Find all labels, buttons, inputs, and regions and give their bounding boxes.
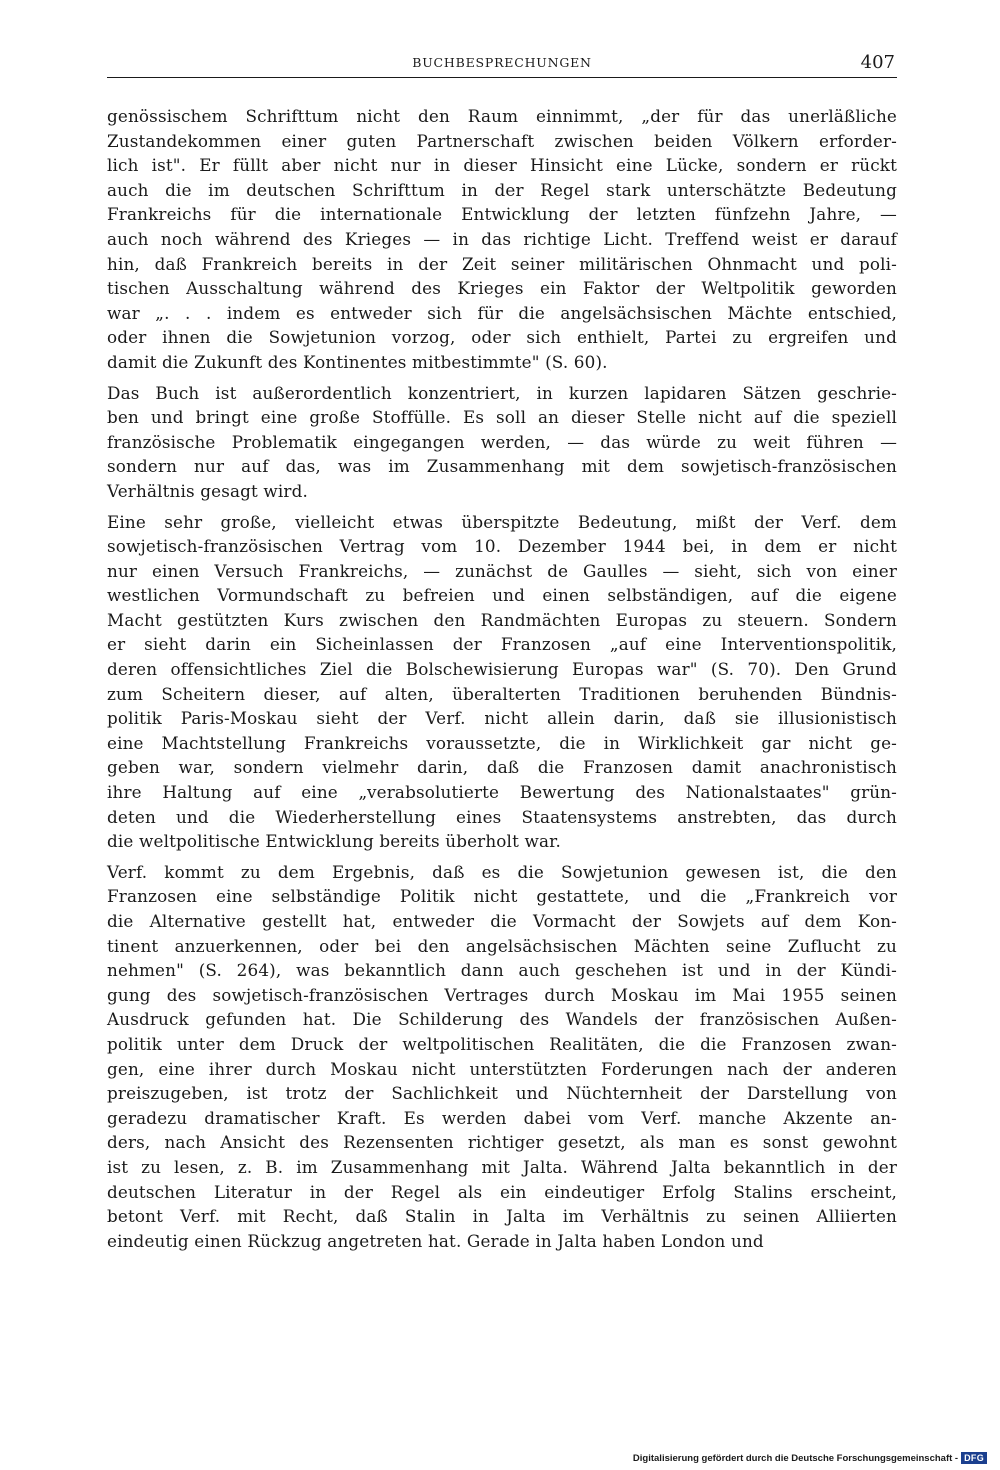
page-header (107, 52, 897, 78)
page-number: 407 (860, 52, 895, 73)
dfg-logo: DFG (961, 1452, 987, 1464)
text-line: betont Verf. mit Recht, daß Stalin in Jalta im Verhältnis zu seinen Alliierten (107, 1206, 897, 1227)
paragraph-2 (107, 381, 897, 504)
text-line: die Alternative gestellt hat, entweder die Vormacht der Sowjets auf dem Kon- (107, 911, 897, 931)
text-line: geradezu dramatischer Kraft. Es werden dabei vom Verf. manche Akzente an- (107, 1107, 897, 1128)
text-line: Zustandekommen einer guten Partnerschaft zwischen beiden Völkern erforder- (107, 130, 897, 151)
text-line: oder ihnen die Sowjetunion vorzog, oder sich enthielt, Partei zu ergreifen und (107, 327, 897, 348)
text-line: politik unter dem Druck der weltpolitischen Realitäten, die die Franzosen zwan- (107, 1033, 897, 1054)
text-line: gung des sowjetisch-französischen Vertrages durch Moskau im Mai 1955 seinen (107, 984, 897, 1005)
text-line: französische Problematik eingegangen werden, — das würde zu weit führen — (107, 431, 897, 452)
text-line: Verhältnis gesagt wird. (107, 480, 308, 501)
text-line: gen, eine ihrer durch Moskau nicht unterstützten Forderungen nach der anderen (107, 1058, 897, 1079)
text-line: Eine sehr große, vielleicht etwas überspitzte Bedeutung, mißt der Verf. dem (107, 511, 897, 532)
text-line: eindeutig einen Rückzug angetreten hat. Gerade in Jalta haben London und (107, 1230, 764, 1251)
running-title: BUCHBESPRECHUNGEN (412, 55, 592, 70)
text-line: preiszugeben, ist trotz der Sachlichkeit und Nüchternheit der Darstellung von (107, 1083, 897, 1104)
text-line: deutschen Literatur in der Regel als ein eindeutiger Erfolg Stalins erscheint, (107, 1181, 897, 1202)
text-line: damit die Zukunft des Kontinentes mitbestimmte" (S. 60). (107, 351, 608, 372)
text-line: hin, daß Frankreich bereits in der Zeit seiner militärischen Ohnmacht und poli- (107, 253, 897, 274)
text-line: genössischem Schrifttum nicht den Raum einnimmt, „der für das unerläßliche (107, 106, 897, 126)
text-line: ist zu lesen, z. B. im Zusammenhang mit Jalta. Während Jalta bekanntlich in der (107, 1156, 897, 1177)
text-line: ders, nach Ansicht des Rezensenten richtiger gesetzt, als man es sonst gewohnt (107, 1132, 897, 1153)
text-line: sowjetisch-französischen Vertrag vom 10. Dezember 1944 bei, in dem er nicht (107, 536, 897, 557)
text-line: deren offensichtliches Ziel die Bolschewisierung Europas war" (S. 70). Den Grund (107, 659, 897, 680)
text-line: nur einen Versuch Frankreichs, — zunächst de Gaulles — sieht, sich von einer (107, 560, 897, 581)
text-line: tischen Ausschaltung während des Krieges ein Faktor der Weltpolitik geworden (107, 278, 897, 299)
text-line: ben und bringt eine große Stoffülle. Es soll an dieser Stelle nicht auf die speziell (107, 407, 897, 428)
digitization-credit (633, 1452, 987, 1464)
text-line: geben war, sondern vielmehr darin, daß die Franzosen damit anachronistisch (107, 757, 897, 778)
text-line: er sieht darin ein Sicheinlassen der Franzosen „auf eine Interventionspolitik, (107, 634, 897, 655)
text-line: auch die im deutschen Schrifttum in der Regel stark unterschätzte Bedeutung (107, 179, 897, 200)
credit-text: Digitalisierung gefördert durch die Deutsche Forschungsgemeinschaft - (632, 1452, 959, 1464)
text-line: politik Paris-Moskau sieht der Verf. nicht allein darin, daß sie illusionistisch (107, 708, 897, 729)
text-line: lich ist". Er füllt aber nicht nur in dieser Hinsicht eine Lücke, sondern er rückt (107, 155, 897, 176)
text-line: nehmen" (S. 264), was bekanntlich dann auch geschehen ist und in der Kündi- (107, 960, 897, 981)
text-line: deten und die Wiederherstellung eines Staatensystems anstrebten, das durch (107, 806, 897, 827)
text-line: tinent anzuerkennen, oder bei den angelsächsischen Mächten seine Zuflucht zu (107, 935, 897, 956)
text-line: Ausdruck gefunden hat. Die Schilderung des Wandels der französischen Außen- (107, 1009, 897, 1030)
text-line: Das Buch ist außerordentlich konzentriert, in kurzen lapidaren Sätzen geschrie- (107, 382, 897, 403)
text-line: ihre Haltung auf eine „verabsolutierte Bewertung des Nationalstaates" grün- (107, 782, 897, 803)
text-line: auch noch während des Krieges — in das richtige Licht. Treffend weist er darauf (107, 228, 897, 249)
text-line: die weltpolitische Entwicklung bereits überholt war. (107, 831, 561, 852)
text-line: westlichen Vormundschaft zu befreien und einen selbständigen, auf die eigene (107, 585, 897, 606)
text-line: Macht gestützten Kurs zwischen den Randmächten Europas zu steuern. Sondern (107, 609, 897, 630)
paragraph-1 (107, 104, 897, 375)
body-text (107, 104, 897, 1259)
text-line: sondern nur auf das, was im Zusammenhang mit dem sowjetisch-französischen (107, 456, 897, 477)
text-line: Verf. kommt zu dem Ergebnis, daß es die Sowjetunion gewesen ist, die den (107, 861, 897, 882)
text-line: Franzosen eine selbständige Politik nicht gestattete, und die „Frankreich vor (107, 886, 897, 907)
paragraph-3 (107, 510, 897, 854)
text-line: eine Machtstellung Frankreichs voraussetzte, die in Wirklichkeit gar nicht ge- (107, 732, 897, 753)
text-line: war „. . . indem es entweder sich für die angelsächsischen Mächte entschied, (107, 302, 897, 323)
text-line: zum Scheitern dieser, auf alten, überalterten Traditionen beruhenden Bündnis- (107, 683, 897, 704)
header-rule (107, 77, 897, 78)
text-line: Frankreichs für die internationale Entwicklung der letzten fünfzehn Jahre, — (107, 204, 897, 225)
paragraph-4 (107, 860, 897, 1254)
